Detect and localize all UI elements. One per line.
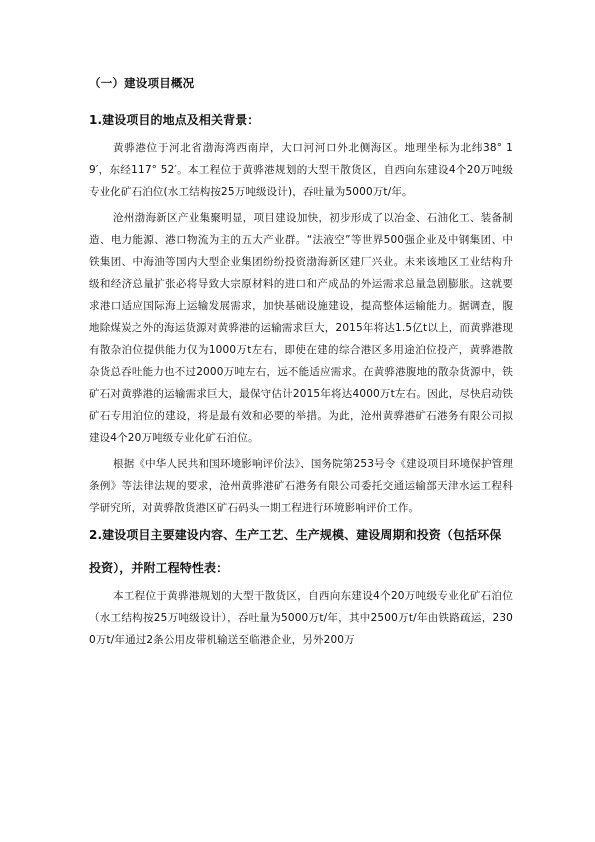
document-body xyxy=(89,74,513,651)
paragraph-legal-basis: 根据《中华人民共和国环境影响评价法》、国务院第253号令《建设项目环境保护管理条例》等法律法规的要求，沧州黄骅港矿石港务有限公司委托交通运输部天津水运工程科学研究所，对黄骅散货港区矿石码头一期工程进行环境影响评价工作。 xyxy=(89,458,513,514)
paragraph-location: 黄骅港位于河北省渤海湾西南岸，大口河河口外北侧海区。地理坐标为北纬38° 19′，东经117° 52′。本工程位于黄骅港规划的大型干散货区，自西向东建设4个20万吨级专业化矿石泊位(水工结构按25万吨级设计)，吞吐量为5000万t/年。 xyxy=(89,142,513,198)
paragraph-construction-scale: 本工程位于黄骅港规划的大型干散货区，自西向东建设4个20万吨级专业化矿石泊位（水工结构按25万吨级设计），吞吐量为5000万t/年，其中2500万t/年由铁路疏运，2300万t/年通过2条公用皮带机输送至临港企业，另外200万 xyxy=(89,590,513,646)
heading-construction-content: 2.建设项目主要建设内容、生产工艺、生产规模、建设周期和投资（包括环保投资），并附工程特性表： xyxy=(89,528,502,575)
heading-location-background: 1.建设项目的地点及相关背景： xyxy=(89,113,260,127)
paragraph-regional-background: 沧州渤海新区产业集聚明显，项目建设加快，初步形成了以冶金、石油化工、装备制造、电力能源、港口物流为主的五大产业群。“法液空”等世界500强企业及中钢集团、中铁集团、中海油等国内大型企业集团纷纷投资渤海新区建厂兴业。未来该地区工业结构升级和经济总量扩张必将导致大宗原材料的进口和产成品的外运需求总量急剧膨胀。这就要求港口适应国际海上运输发展需求，加快基础设施建设，提高整体运输能力。据调查，腹地除煤炭之外的海运货源对黄骅港的运输需求巨大，2015年将达1.5亿t以上，而黄骅港现有散杂泊位提供能力仅为1000万t左右，即使在建的综合港区多用途泊位投产，黄骅港散杂货总吞吐能力也不过2000万吨左右，远不能适应需求。在黄骅港腹地的散杂货源中，铁矿石对黄骅港的运输需求巨大，最保守估计2015年将达4000万t左右。因此，尽快启动铁矿石专用泊位的建设，将是最有效和必要的举措。为此，沧州黄骅港矿石港务有限公司拟建设4个20万吨级专业化矿石泊位。 xyxy=(89,212,513,444)
section-title: （一）建设项目概况 xyxy=(89,76,195,90)
